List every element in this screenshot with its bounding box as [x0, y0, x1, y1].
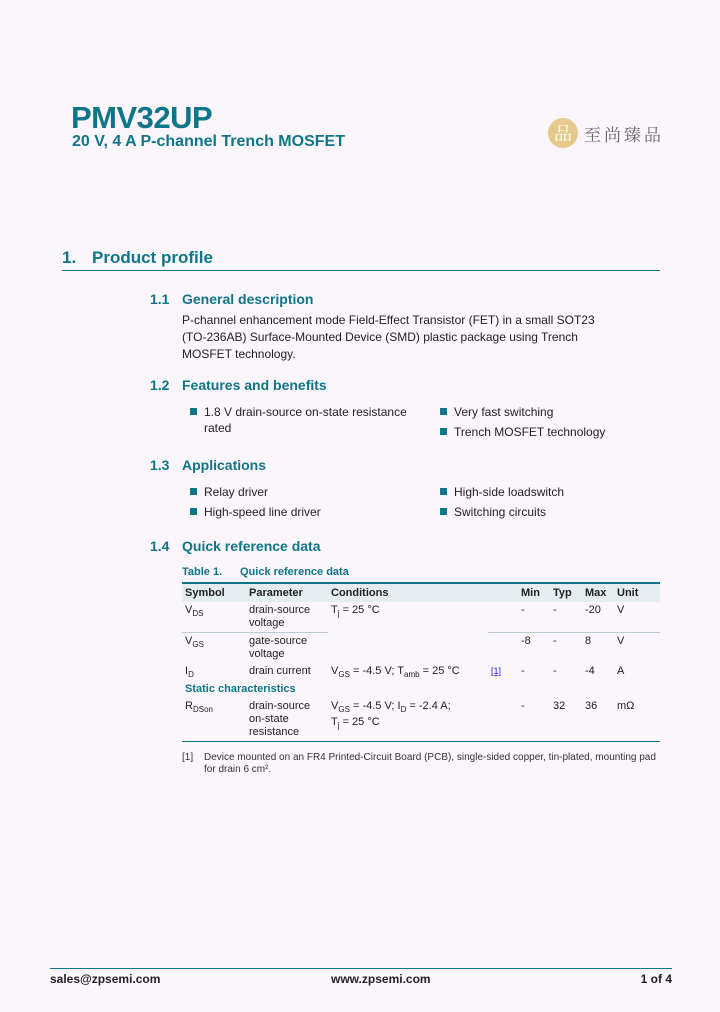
list-item: High-speed line driver: [190, 504, 424, 520]
table-row: $I_D$ drain current $V_{GS} = -4.5$ V; $T_{amb} = 25$ °C [1] - - -4 A: [185, 665, 625, 680]
table-section-row: Static characteristics: [185, 683, 296, 696]
list-item: Relay driver: [190, 484, 424, 500]
subsection-heading: 1.2 Features and benefits: [150, 377, 327, 393]
logo-text: 至尚臻品: [584, 125, 664, 145]
list-item: Trench MOSFET technology: [440, 424, 674, 440]
subsection-heading: 1.4 Quick reference data: [150, 538, 321, 554]
footer-website: www.zpsemi.com: [331, 972, 431, 986]
footer-email: sales@zpsemi.com: [50, 972, 161, 986]
table-caption: Table 1. Quick reference data: [182, 566, 349, 578]
company-logo: [548, 118, 664, 148]
footnote-link[interactable]: [1]: [491, 666, 502, 676]
table-row: $R_{DSon}$ drain-source on-state resistance $V_{GS} = -4.5$ V; $I_D = -2.4$ A; $T_j = 25$ °C - 32 36 mΩ: [185, 700, 635, 739]
product-subtitle: 20 V, 4 A P-channel Trench MOSFET: [72, 133, 345, 150]
table-header: Symbol Parameter Conditions Min Typ Max Unit: [182, 583, 660, 602]
list-item: Switching circuits: [440, 504, 674, 520]
table-row: $V_{DS}$ drain-source voltage $T_j = 25$ °C - - -20 V: [182, 602, 660, 633]
subsection-heading: 1.1 General description: [150, 291, 314, 307]
page-number: 1 of 4: [640, 972, 672, 986]
product-title: PMV32UP: [71, 100, 213, 135]
section-heading: 1. Product profile: [62, 248, 213, 267]
general-description: P-channel enhancement mode Field-Effect Transistor (FET) in a small SOT23 (TO-236AB) Surface-Mounted Device (SMD) plastic package using Trench MOSFET technology.: [182, 313, 595, 361]
subsection-heading: 1.3 Applications: [150, 457, 267, 473]
footer-divider: [50, 968, 672, 969]
quick-reference-table: [182, 582, 660, 742]
list-item: High-side loadswitch: [440, 484, 674, 500]
divider: [62, 270, 660, 271]
table-row: $V_{GS}$ gate-source voltage -8 - 8 V: [185, 635, 625, 660]
footnote: [1] Device mounted on an FR4 Printed-Circuit Board (PCB), single-sided copper, tin-plated, mounting pad for drain 6 cm².: [182, 752, 656, 775]
logo-emblem-icon: 品: [548, 118, 578, 148]
list-item: Very fast switching: [440, 404, 674, 420]
list-item: 1.8 V drain-source on-state resistance rated: [190, 404, 414, 436]
